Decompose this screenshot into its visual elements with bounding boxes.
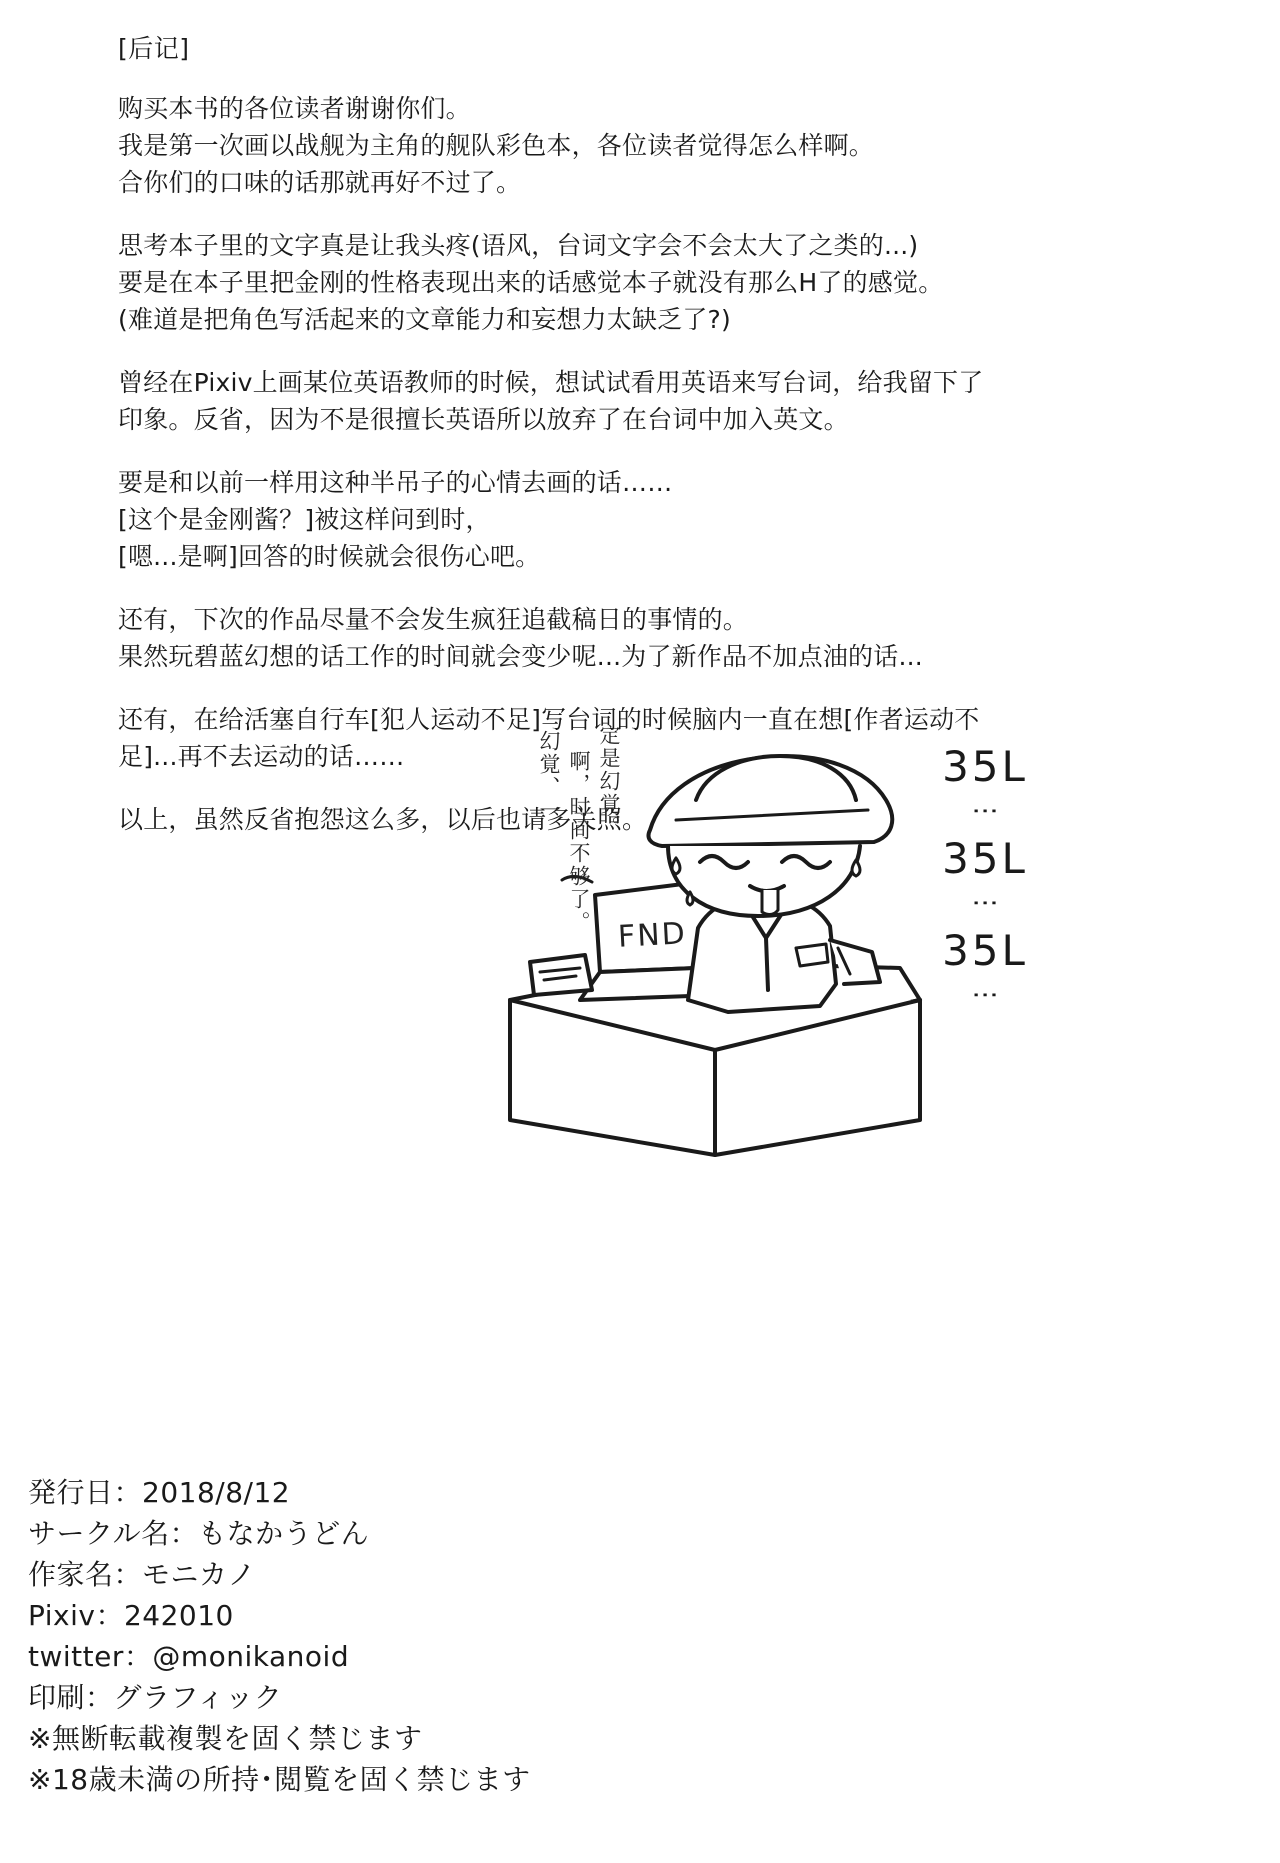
afterword-line: [嗯...是啊]回答的时候就会很伤心吧。 <box>118 542 541 571</box>
afterword-line: (难道是把角色写活起来的文章能力和妄想力太缺乏了?) <box>118 305 731 334</box>
illustration <box>500 700 1140 1180</box>
bubble-text-line-3: 定是幻覚。 <box>597 724 621 839</box>
afterword-line: 思考本子里的文字真是让我头疼(语风，台词文字会不会太大了之类的...) <box>118 231 919 260</box>
colophon-circle-name: サークル名：もなかうどん <box>28 1517 370 1550</box>
afterword-line: 要是在本子里把金刚的性格表现出来的话感觉本子就没有那么H了的感觉。 <box>118 268 944 297</box>
ellipsis-dots: ⋮ <box>970 982 1000 1008</box>
colophon-author-name: 作家名：モニカノ <box>28 1558 257 1591</box>
bubble-text-line-2: 啊，时间不够了。 <box>567 750 591 934</box>
like-count: 35L <box>942 742 1028 791</box>
colophon-pixiv-id: Pixiv：242010 <box>28 1599 234 1632</box>
afterword-line: 印象。反省，因为不是很擅长英语所以放弃了在台词中加入英文。 <box>118 405 849 434</box>
afterword-line: 还有，下次的作品尽量不会发生疯狂追截稿日的事情的。 <box>118 605 749 634</box>
colophon-twitter-handle: twitter：@monikanoid <box>28 1640 350 1673</box>
afterword-line: 合你们的口味的话那就再好不过了。 <box>118 168 522 197</box>
colophon-age-notice: ※18歳未満の所持･閲覧を固く禁じます <box>28 1763 531 1796</box>
afterword-paragraph <box>118 227 1178 338</box>
afterword-line: 果然玩碧蓝幻想的话工作的时间就会变少呢...为了新作品不加点油的话... <box>118 642 923 671</box>
ellipsis-dots: ⋮ <box>970 798 1000 824</box>
afterword-heading: [后记] <box>118 34 190 63</box>
afterword-line: 还有，在给活塞自行车[犯人运动不足]写台词的时候脑内一直在想[作者运动不 <box>118 705 980 734</box>
afterword-line: 足]...再不去运动的话…… <box>118 742 405 771</box>
colophon-section <box>28 1472 728 1800</box>
like-counter-list <box>900 740 1070 1016</box>
afterword-line: 购买本书的各位读者谢谢你们。 <box>118 94 471 123</box>
like-count: 35L <box>942 926 1028 975</box>
bubble-text-line-1: 幻覚、一 <box>537 730 561 822</box>
like-count: 35L <box>942 834 1028 883</box>
laptop-screen-label: FND <box>617 916 688 955</box>
colophon-printer: 印刷：グラフィック <box>28 1681 283 1714</box>
afterword-line: 以上，虽然反省抱怨这么多，以后也请多关照。 <box>118 805 648 834</box>
afterword-line: 曾经在Pixiv上画某位英语教师的时候，想试试看用英语来写台词，给我留下了 <box>118 368 984 397</box>
afterword-line: 要是和以前一样用这种半吊子的心情去画的话…… <box>118 468 673 497</box>
afterword-line: 我是第一次画以战舰为主角的舰队彩色本，各位读者觉得怎么样啊。 <box>118 131 875 160</box>
afterword-paragraph <box>118 464 1178 575</box>
afterword-paragraph <box>118 90 1178 201</box>
colophon-publish-date: 発行日：2018/8/12 <box>28 1476 291 1509</box>
afterword-line: [这个是金刚酱？]被这样问到时， <box>118 505 491 534</box>
afterword-paragraph <box>118 601 1178 675</box>
afterword-paragraph <box>118 364 1178 438</box>
ellipsis-dots: ⋮ <box>970 890 1000 916</box>
colophon-reprint-notice: ※無断転載複製を固く禁じます <box>28 1722 423 1755</box>
